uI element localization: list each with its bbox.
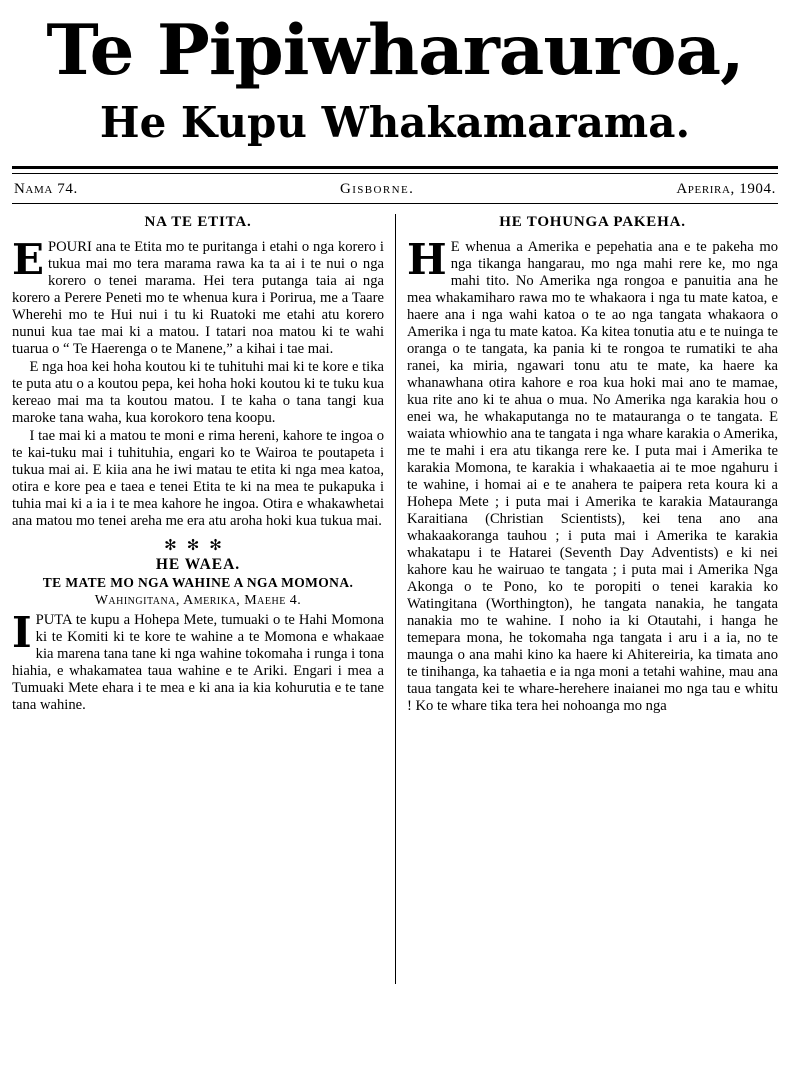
issue-number: Nama 74. xyxy=(14,180,78,197)
masthead-divider-thin xyxy=(12,173,778,174)
flower-ornament-icon: ✻ xyxy=(209,538,232,555)
masthead-subtitle: He Kupu Whakamarama. xyxy=(99,97,691,147)
paragraph: E nga hoa kei hoha koutou ki te tuhituhi mai ki te kore e tika te puta atu o a koutou pepa, kei hoha hoki koutou ki te tuku kua kereao mai ma ta koutou matou. I te kaha o tana tangi kua maroke tana waha, kua korokoro tena koopu. xyxy=(12,359,384,426)
section-subtitle: TE MATE MO NGA WAHINE A NGA MOMONA. xyxy=(42,575,354,591)
issue-date: Aperira, 1904. xyxy=(676,180,776,197)
paragraph: HE whenua a Amerika e pepehatia ana e te pakeha mo nga tikanga hangarau, mo nga mahi rere ke, mo nga mahi tito. No Amerika nga rongoa e panuitia ana he mea whakamiharo rawa mo te whakaora i nga tu mate katoa, e haere ana i nga wahi katoa o te ao nga tangata whakaora o Amerika i nga tu mate katoa. Ka kitea tonutia atu e te nuinga te oranga o te tangata, ka pania ki te rongoa te rumatiki te aha ranei, ka miria, ngawari tonu atu te mate, ka haere ka whanawhana otira kahore e roa kua hoki mai ano te mamae, kua rite ano ki te ahua o mua. No Amerika nga karakia hou o enei wa, he whakaputanga no te matauranga o te tangata. E waiata whiowhio ana te tangata i nga whare karakia o Amerika, me te mahi i era atu tikanga rere ke. I puta mai i Amerika te karakia Momona, te karakia i whakaaetia ai te moe ngahuru i te wahine, i homai ai e te anahera te paipera reta koura ki a Hohepa Mete ; i puta mai i Amerika te karakia Matauranga Karaitiana (Christian Scientists), kei tena ano ana whakaakoranga tauhou ; i puta mai i Amerika te karakia whakatapu i te Hatarei (Seventh Day Adventists) e ki nei kahore kau he wairuao te tangata ; i puta mai i Amerika Nga Akonga o te Pono, ko te poropiti o tenei karakia ko Watingitana (Worthington), he tangata nanakia, he tangata nanakia mo te wahine. I noho ia ki Otautahi, i hanga he temepara mona, he tokomaha nga tangata i aru i a ia, no te maunga o ana mahi kino ka haere ki Ahitereiria, ka timata ano te tinihanga, ka tahaetia e ia nga moni a tetahi wahine, mau ana taua tangata kei te whare-herehere inaianei mo nga tau e whitu ! Ko te whare tika tera hei nohoanga mo nga xyxy=(407,234,778,714)
section-dateline: Wahingitana, Amerika, Maehe 4. xyxy=(94,593,302,609)
paragraph: I tae mai ki a matou te moni e rima hereni, kahore te ingoa o te kai-tuku mai i tuhituhia, engari ko te Wairoa te poutapeta i tukua mai ai. E kiia ana he iwi matau te etita ki nga mea katoa, otira e kore pea e taea e tenei Etita te ki na mea te pukapuka i tuhia mai ki a ia i te mea kahore he ingoa. Otira e whakawhetai ana matou mo tenei areha me era atu aroha hoki kua tukua mai. xyxy=(12,428,384,530)
article-columns xyxy=(12,214,778,984)
left-column-heading: NA TE ETITA. xyxy=(144,213,252,230)
paragraph: EPOURI ana te Etita mo te puritanga i etahi o nga korero i tukua mai mo tera marama rawa ka ta ai i te nui o nga korero o tenei marama. Hei tera putanga taia ai nga korero a Perere Peneti mo te whenua kura i Porirua, me a Taare Wherehi mo te Hui nui i tu ki Ruatoki me etahi atu korero nunui kua tae mai ki a matou. I tatari noa matou ki te wahi tuarua o “ Te Haerenga o te Manene,” a kihai i tae mai. xyxy=(12,234,384,357)
right-column-heading: HE TOHUNGA PAKEHA. xyxy=(499,213,686,230)
issue-place: Gisborne. xyxy=(339,180,415,197)
left-column xyxy=(12,214,395,984)
flower-ornament-icon: ✻ xyxy=(164,538,187,555)
masthead-title: Te Pipiwharauroa, xyxy=(46,10,744,91)
issue-line xyxy=(14,181,776,198)
ornament-divider xyxy=(12,539,384,554)
paragraph: IPUTA te kupu a Hohepa Mete, tumuaki o te Hahi Momona ki te Komiti ki te kore te wahine a te Momona e whakaae kia marena tana tane ki nga wahine tokomaha i runga i tona hiahia, e whakamatea taua wahine e te Ariki. Engari i mea a Tumuaki Mete ehara i te mea e ki ana ia kia kohurutia e te tane tana wahine. xyxy=(12,608,384,714)
right-column xyxy=(395,214,778,984)
flower-ornament-icon: ✻ xyxy=(186,538,210,555)
section-title: HE WAEA. xyxy=(155,556,241,574)
masthead xyxy=(0,0,790,147)
masthead-divider-thick xyxy=(12,166,778,169)
issue-divider xyxy=(12,203,778,204)
